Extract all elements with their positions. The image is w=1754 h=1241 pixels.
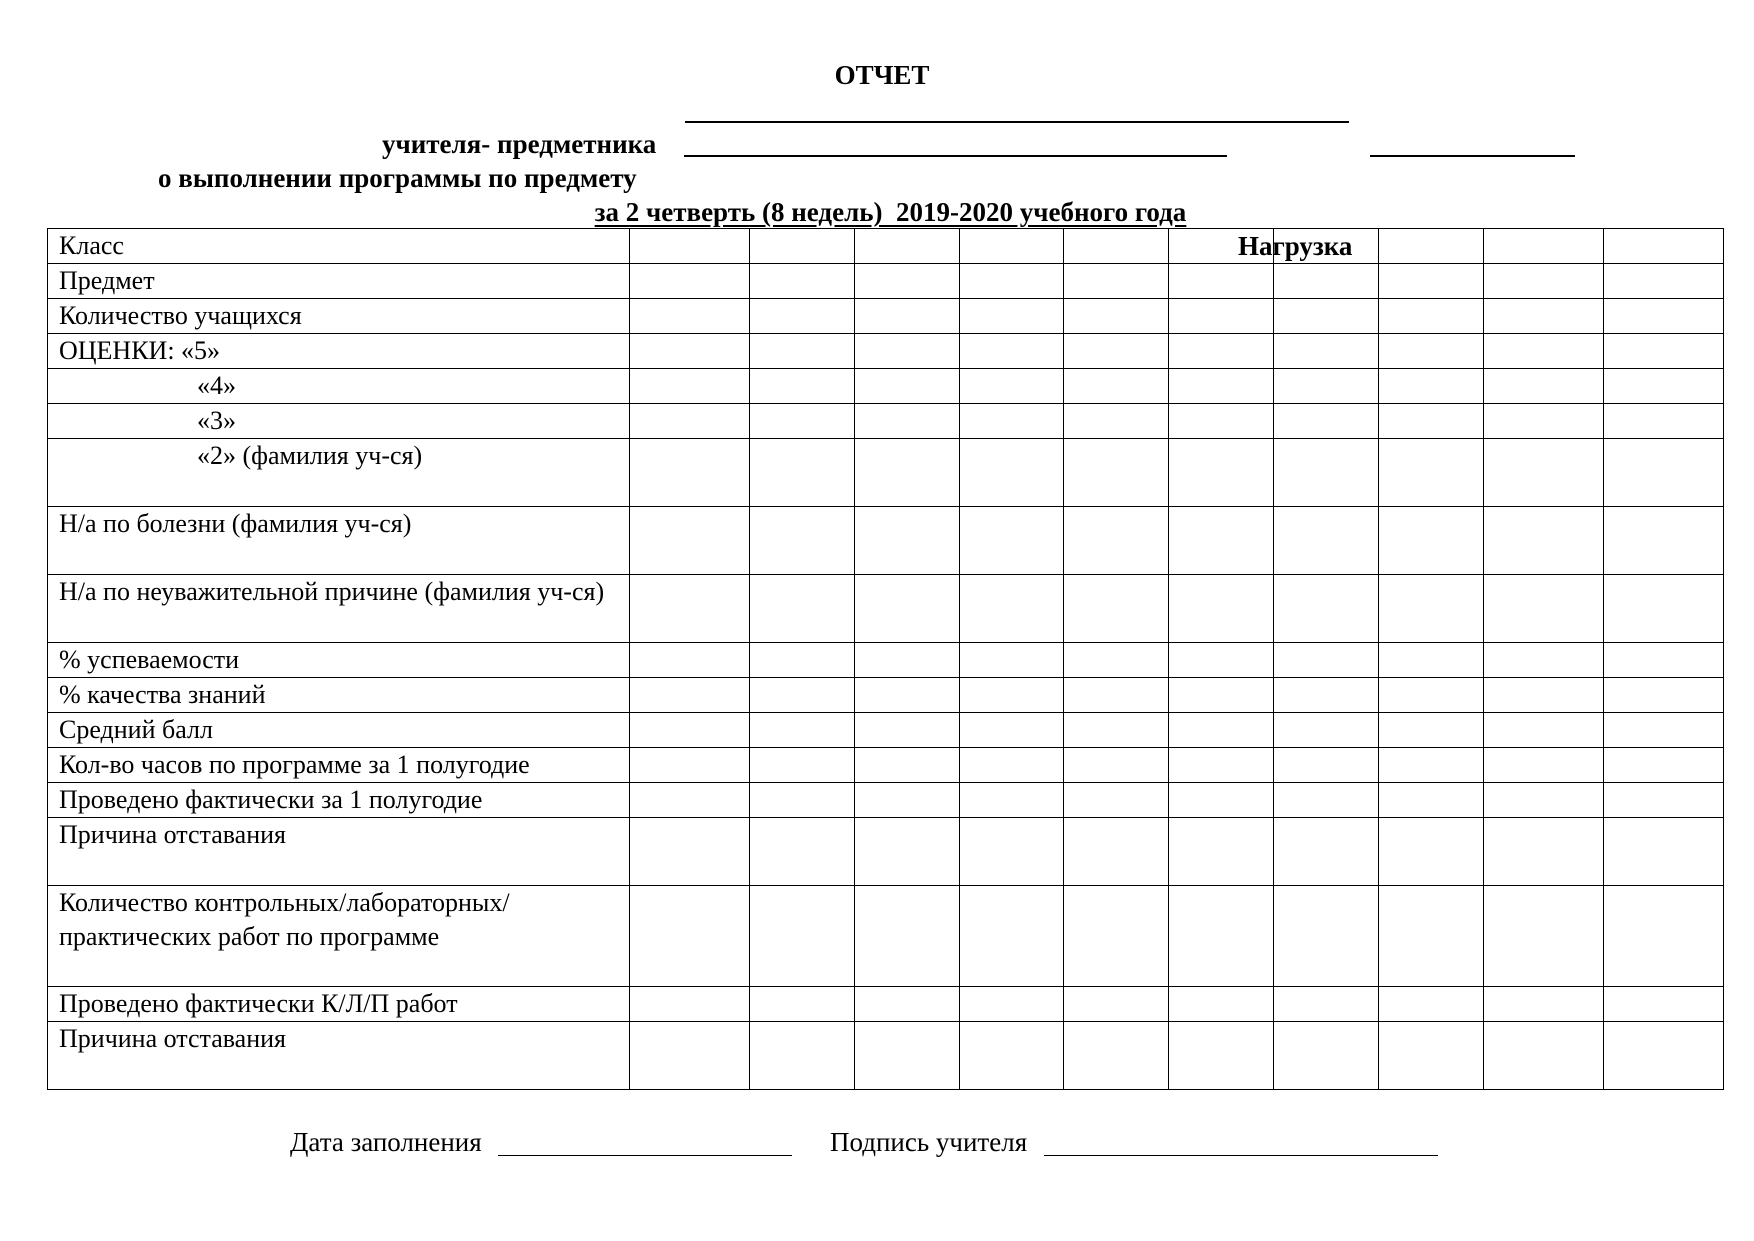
table-row [48,713,1724,748]
table-cell[interactable] [1064,643,1169,678]
row-label: «4» [48,369,630,404]
table-cell[interactable] [1603,334,1723,369]
table-cell[interactable] [1064,987,1169,1022]
table-cell[interactable] [749,264,854,299]
table-cell[interactable] [1169,439,1274,507]
table-cell[interactable] [1603,299,1723,334]
table-row [48,818,1724,886]
table-cell[interactable] [1603,264,1723,299]
table-cell[interactable] [1169,748,1274,783]
row-label: Н/а по неуважительной причине (фамилия уч-ся) [48,575,630,643]
table-cell[interactable] [1379,713,1484,748]
table-cell[interactable] [749,678,854,713]
table-cell[interactable] [1603,783,1723,818]
table-cell[interactable] [1379,783,1484,818]
row-label: ОЦЕНКИ: «5» [48,334,630,369]
table-cell[interactable] [1379,299,1484,334]
table-cell[interactable] [749,713,854,748]
table-cell[interactable] [1483,713,1603,748]
table-cell[interactable] [1379,678,1484,713]
table-cell[interactable] [1483,369,1603,404]
table-cell[interactable] [629,575,749,643]
table-cell[interactable] [1483,299,1603,334]
table-cell[interactable] [1064,748,1169,783]
table-cell[interactable] [629,678,749,713]
table-cell[interactable] [1483,439,1603,507]
table-cell[interactable] [1483,1022,1603,1090]
table-cell[interactable] [1274,507,1379,575]
table-cell[interactable] [1483,748,1603,783]
row-label: Причина отставания [48,818,630,886]
table-cell[interactable] [1274,299,1379,334]
table-cell[interactable] [959,369,1064,404]
table-cell[interactable] [1483,575,1603,643]
row-label: «2» (фамилия уч-ся) [48,439,630,507]
table-cell[interactable] [629,369,749,404]
table-cell[interactable] [854,748,959,783]
table-cell[interactable] [1169,783,1274,818]
table-cell[interactable] [1064,299,1169,334]
table-cell[interactable] [749,987,854,1022]
table-cell[interactable] [1379,439,1484,507]
table-cell[interactable] [749,886,854,987]
table-cell[interactable] [1483,404,1603,439]
row-label: Средний балл [48,713,630,748]
table-cell[interactable] [1379,748,1484,783]
table-cell[interactable] [959,748,1064,783]
table-cell[interactable] [1064,264,1169,299]
table-cell[interactable] [1379,264,1484,299]
table-cell[interactable] [959,299,1064,334]
table-row [48,678,1724,713]
table-cell[interactable] [1603,439,1723,507]
table-cell[interactable] [1274,818,1379,886]
table-cell[interactable] [1064,334,1169,369]
table-row [48,886,1724,987]
table-row [48,1022,1724,1090]
table-cell[interactable] [854,404,959,439]
table-cell[interactable] [854,369,959,404]
table-cell[interactable] [749,818,854,886]
table-cell[interactable] [1274,987,1379,1022]
table-cell[interactable] [1169,334,1274,369]
table-cell[interactable] [1379,369,1484,404]
table-row [48,369,1724,404]
table-cell[interactable] [629,886,749,987]
table-cell[interactable] [749,1022,854,1090]
table-cell[interactable] [1274,783,1379,818]
table-cell[interactable] [629,299,749,334]
table-cell[interactable] [749,299,854,334]
table-cell[interactable] [1064,886,1169,987]
table-cell[interactable] [959,264,1064,299]
table-cell[interactable] [1379,886,1484,987]
table-cell[interactable] [629,439,749,507]
table-cell[interactable] [1169,818,1274,886]
table-row [48,439,1724,507]
table-cell[interactable] [1483,264,1603,299]
date-blank[interactable] [498,1131,792,1156]
table-cell[interactable] [1274,439,1379,507]
table-cell[interactable] [1603,748,1723,783]
table-cell[interactable] [629,264,749,299]
table-cell[interactable] [629,987,749,1022]
table-cell[interactable] [1274,264,1379,299]
table-cell[interactable] [1379,643,1484,678]
table-cell[interactable] [1169,404,1274,439]
row-label: «3» [48,404,630,439]
table-cell[interactable] [1603,886,1723,987]
row-label: Предмет [48,264,630,299]
table-cell[interactable] [959,987,1064,1022]
table-cell[interactable] [1169,264,1274,299]
table-cell[interactable] [629,643,749,678]
table-cell[interactable] [959,783,1064,818]
table-cell[interactable] [1064,713,1169,748]
table-cell[interactable] [1483,507,1603,575]
table-cell[interactable] [1483,818,1603,886]
table-cell[interactable] [959,643,1064,678]
table-row [48,783,1724,818]
row-label: Проведено фактически К/Л/П работ [48,987,630,1022]
table-cell[interactable] [1603,818,1723,886]
table-cell[interactable] [1064,369,1169,404]
table-cell[interactable] [854,643,959,678]
table-cell[interactable] [629,713,749,748]
table-cell[interactable] [854,264,959,299]
table-cell[interactable] [1603,404,1723,439]
table-cell[interactable] [1603,713,1723,748]
teacher-name-blank[interactable] [685,99,1349,123]
table-cell[interactable] [959,678,1064,713]
table-cell[interactable] [629,229,749,264]
row-label: Причина отставания [48,1022,630,1090]
table-cell[interactable] [1379,987,1484,1022]
table-cell[interactable] [1379,229,1484,264]
table-cell[interactable] [1274,713,1379,748]
table-cell[interactable] [629,507,749,575]
table-cell[interactable] [854,575,959,643]
row-label: Количество учащихся [48,299,630,334]
row-label: % успеваемости [48,643,630,678]
table-cell[interactable] [1169,369,1274,404]
table-cell[interactable] [854,229,959,264]
table-cell[interactable] [749,783,854,818]
table-cell[interactable] [1603,1022,1723,1090]
table-cell[interactable] [854,713,959,748]
period-text: за 2 четверть (8 недель) 2019-2020 учебного года [594,197,1187,227]
table-row [48,264,1724,299]
row-label: Кол-во часов по программе за 1 полугодие [48,748,630,783]
table-cell[interactable] [629,783,749,818]
table-cell[interactable] [1169,987,1274,1022]
subject-blank[interactable] [684,133,1227,157]
table-cell[interactable] [749,643,854,678]
table-cell[interactable] [959,713,1064,748]
table-cell[interactable] [1274,229,1379,264]
table-cell[interactable] [1603,575,1723,643]
table-cell[interactable] [959,575,1064,643]
table-cell[interactable] [1483,987,1603,1022]
table-cell[interactable] [854,299,959,334]
table-cell[interactable] [1064,507,1169,575]
table-cell[interactable] [1603,229,1723,264]
table-row [48,987,1724,1022]
row-label: % качества знаний [48,678,630,713]
table-cell[interactable] [749,369,854,404]
table-cell[interactable] [1483,678,1603,713]
row-label: Класс [48,229,630,264]
table-cell[interactable] [1603,987,1723,1022]
table-cell[interactable] [1169,713,1274,748]
table-cell[interactable] [629,818,749,886]
row-label: Проведено фактически за 1 полугодие [48,783,630,818]
table-cell[interactable] [959,1022,1064,1090]
table-cell[interactable] [629,748,749,783]
table-cell[interactable] [854,987,959,1022]
teacher-label: учителя- предметника [382,129,657,159]
table-row [48,334,1724,369]
table-cell[interactable] [1379,818,1484,886]
table-row [48,643,1724,678]
report-table [47,228,1724,1090]
table-row [48,229,1724,264]
table-cell[interactable] [1603,643,1723,678]
table-cell[interactable] [854,818,959,886]
table-row [48,575,1724,643]
table-cell[interactable] [1274,678,1379,713]
table-cell[interactable] [749,439,854,507]
table-cell[interactable] [629,334,749,369]
signature-label: Подпись учителя [830,1127,1028,1157]
table-cell[interactable] [959,818,1064,886]
table-cell[interactable] [959,886,1064,987]
table-cell[interactable] [749,404,854,439]
table-cell[interactable] [629,1022,749,1090]
table-cell[interactable] [959,439,1064,507]
table-cell[interactable] [1274,748,1379,783]
table-cell[interactable] [1064,783,1169,818]
table-cell[interactable] [1483,229,1603,264]
table-cell[interactable] [854,439,959,507]
date-label: Дата заполнения [290,1127,482,1157]
table-cell[interactable] [1169,299,1274,334]
table-cell[interactable] [1274,334,1379,369]
table-cell[interactable] [1274,404,1379,439]
table-cell[interactable] [959,507,1064,575]
table-cell[interactable] [1169,643,1274,678]
table-cell[interactable] [1169,678,1274,713]
table-cell[interactable] [1603,678,1723,713]
table-cell[interactable] [854,334,959,369]
load-label: Нагрузка [1238,231,1353,261]
table-row [48,299,1724,334]
table-cell[interactable] [1379,507,1484,575]
table-cell[interactable] [1603,369,1723,404]
program-label: о выполнении программы по предмету [158,163,637,193]
table-cell[interactable] [959,404,1064,439]
table-cell[interactable] [1483,783,1603,818]
table-cell[interactable] [749,748,854,783]
table-cell[interactable] [1064,404,1169,439]
table-cell[interactable] [1379,575,1484,643]
table-cell[interactable] [1483,886,1603,987]
table-cell[interactable] [1169,575,1274,643]
row-label: Н/а по болезни (фамилия уч-ся) [48,507,630,575]
table-cell[interactable] [1379,334,1484,369]
table-cell[interactable] [749,334,854,369]
table-cell[interactable] [1274,575,1379,643]
table-cell[interactable] [1379,404,1484,439]
table-cell[interactable] [1064,575,1169,643]
table-cell[interactable] [1379,1022,1484,1090]
table-cell[interactable] [1169,1022,1274,1090]
signature-blank[interactable] [1044,1131,1438,1156]
table-cell[interactable] [1274,1022,1379,1090]
table-cell[interactable] [749,575,854,643]
table-row [48,507,1724,575]
table-cell[interactable] [1169,886,1274,987]
table-cell[interactable] [1274,886,1379,987]
table-cell[interactable] [1064,678,1169,713]
table-cell[interactable] [1064,439,1169,507]
table-cell[interactable] [1169,507,1274,575]
table-cell[interactable] [1064,1022,1169,1090]
table-row [48,748,1724,783]
table-cell[interactable] [1274,369,1379,404]
table-cell[interactable] [1064,818,1169,886]
table-cell[interactable] [1274,643,1379,678]
report-title: ОТЧЕТ [834,60,930,90]
table-cell[interactable] [1064,229,1169,264]
table-cell[interactable] [854,886,959,987]
table-row [48,404,1724,439]
table-cell[interactable] [1169,229,1274,264]
table-cell[interactable] [854,507,959,575]
table-cell[interactable] [1483,334,1603,369]
table-cell[interactable] [959,334,1064,369]
table-cell[interactable] [854,783,959,818]
table-cell[interactable] [1603,507,1723,575]
table-cell[interactable] [1483,643,1603,678]
table-cell[interactable] [749,229,854,264]
row-label: Количество контрольных/лабораторных/практических работ по программе [48,886,630,987]
table-cell[interactable] [854,1022,959,1090]
table-cell[interactable] [959,229,1064,264]
table-cell[interactable] [854,678,959,713]
table-cell[interactable] [749,507,854,575]
load-blank[interactable] [1370,133,1575,157]
table-cell[interactable] [629,404,749,439]
